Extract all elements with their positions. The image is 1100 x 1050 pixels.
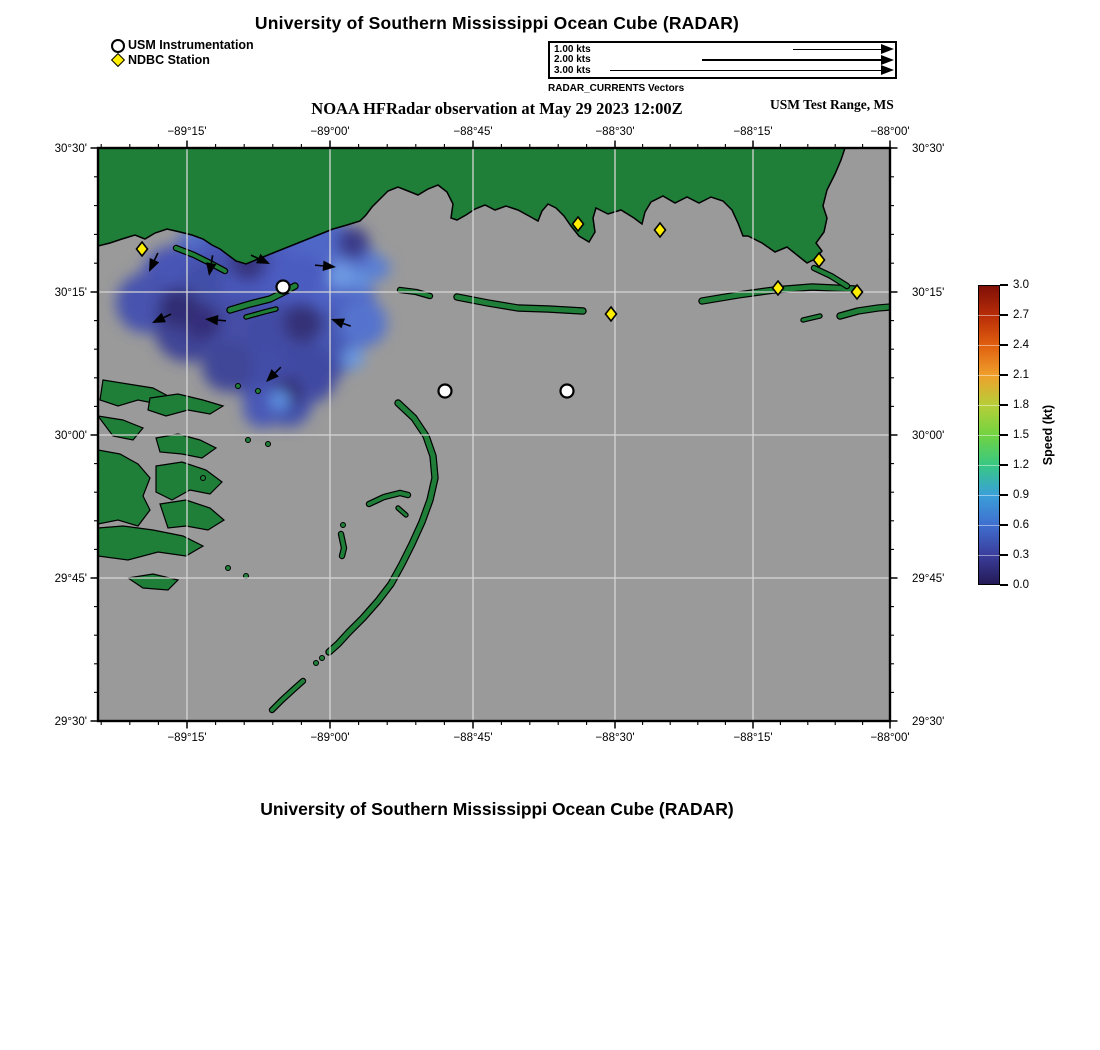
- colorbar-tick-inline: [978, 345, 1000, 346]
- legend-usm-label: USM Instrumentation: [128, 38, 254, 52]
- lat-tick-label-right: 29°45': [912, 573, 945, 585]
- colorbar-tick-label: 3.0: [1013, 279, 1029, 291]
- lon-tick-label-top: −88°45': [453, 126, 493, 138]
- islet-dot: [256, 389, 261, 394]
- colorbar-tick-inline: [978, 375, 1000, 376]
- colorbar-tick: [1000, 524, 1008, 526]
- colorbar-tick-label: 0.6: [1013, 519, 1029, 531]
- colorbar-tick-label: 0.0: [1013, 579, 1029, 591]
- lat-tick-label-left: 29°30': [54, 716, 87, 728]
- lat-tick-label-right: 29°30': [912, 716, 945, 728]
- lat-tick-label-right: 30°15': [912, 287, 945, 299]
- vector-scale-arrowhead-icon: [881, 65, 894, 75]
- colorbar-tick-label: 0.3: [1013, 549, 1029, 561]
- vector-scale-box: [548, 41, 897, 79]
- colorbar-tick-inline: [978, 465, 1000, 466]
- colorbar-tick-label: 2.4: [1013, 339, 1029, 351]
- vector-scale-entry-label: 2.00 kts: [554, 54, 591, 65]
- vector-scale-arrowhead-icon: [881, 55, 894, 65]
- lat-tick-label-left: 30°30': [54, 143, 87, 155]
- speed-cell: [339, 299, 387, 347]
- colorbar-tick-label: 0.9: [1013, 489, 1029, 501]
- speed-cell: [366, 256, 390, 280]
- colorbar-tick: [1000, 314, 1008, 316]
- lon-tick-label-top: −88°00': [870, 126, 910, 138]
- usm-instrument-marker: [561, 385, 574, 398]
- islet-dot: [320, 656, 325, 661]
- colorbar-tick-inline: [978, 555, 1000, 556]
- colorbar-tick: [1000, 434, 1008, 436]
- colorbar-tick: [1000, 404, 1008, 406]
- colorbar-tick-inline: [978, 435, 1000, 436]
- colorbar-tick: [1000, 374, 1008, 376]
- lon-tick-label-bottom: −88°45': [453, 732, 493, 744]
- figure-footer-title: University of Southern Mississippi Ocean Cube (RADAR): [260, 799, 734, 819]
- lon-tick-label-top: −88°30': [595, 126, 635, 138]
- lon-tick-label-bottom: −88°15': [733, 732, 773, 744]
- colorbar-tick-label: 1.5: [1013, 429, 1029, 441]
- speed-cell: [202, 340, 254, 392]
- islet-dot: [226, 566, 231, 571]
- legend-ndbc-label: NDBC Station: [128, 53, 210, 67]
- lat-tick-label-right: 30°00': [912, 430, 945, 442]
- speed-cell: [270, 390, 290, 410]
- vector-scale-entry-label: 3.00 kts: [554, 64, 591, 76]
- islet-dot: [341, 523, 346, 528]
- vector-scale-shaft: [702, 59, 883, 61]
- colorbar-tick: [1000, 584, 1008, 586]
- colorbar-tick: [1000, 464, 1008, 466]
- lon-tick-label-top: −89°00': [310, 126, 350, 138]
- usm-instrumentation-icon: [111, 39, 125, 53]
- island: [341, 534, 344, 556]
- observation-subtitle: NOAA HFRadar observation at May 29 2023 12:00Z: [311, 99, 683, 118]
- map-plot: [54, 126, 945, 744]
- colorbar-tick-label: 1.2: [1013, 459, 1029, 471]
- map-layers: [98, 148, 890, 721]
- colorbar-tick-label: 2.1: [1013, 369, 1029, 381]
- colorbar-tick: [1000, 284, 1008, 286]
- figure-title: University of Southern Mississippi Ocean Cube (RADAR): [254, 13, 740, 33]
- usm-instrument-marker: [439, 385, 452, 398]
- lon-tick-label-bottom: −89°15': [167, 732, 207, 744]
- lat-tick-label-left: 30°15': [54, 287, 87, 299]
- colorbar-tick-inline: [978, 525, 1000, 526]
- speed-cell: [337, 227, 369, 259]
- colorbar-tick-inline: [978, 405, 1000, 406]
- vector-scale-entry-label: 1.00 kts: [554, 43, 591, 55]
- vector-scale-shaft: [793, 49, 883, 51]
- vector-scale-shaft: [610, 70, 883, 72]
- test-range-label: USM Test Range, MS: [770, 97, 894, 112]
- lat-tick-label-right: 30°30': [912, 143, 945, 155]
- islet-dot: [246, 438, 251, 443]
- colorbar-tick: [1000, 494, 1008, 496]
- lat-tick-label-left: 29°45': [54, 573, 87, 585]
- lon-tick-label-top: −89°15': [167, 126, 207, 138]
- colorbar-tick-label: 1.8: [1013, 399, 1029, 411]
- lon-tick-label-bottom: −89°00': [310, 732, 350, 744]
- ndbc-station-icon: [111, 53, 125, 67]
- usm-instrument-marker: [277, 281, 290, 294]
- lon-tick-label-top: −88°15': [733, 126, 773, 138]
- colorbar-label: Speed (kt): [1041, 404, 1055, 466]
- colorbar-tick-inline: [978, 495, 1000, 496]
- islet-dot: [266, 442, 271, 447]
- colorbar-tick: [1000, 554, 1008, 556]
- colorbar-tick-inline: [978, 315, 1000, 316]
- speed-cell: [342, 347, 364, 369]
- vector-scale-caption: RADAR_CURRENTS Vectors: [548, 83, 685, 94]
- colorbar-tick: [1000, 344, 1008, 346]
- islet-dot: [201, 476, 206, 481]
- lon-tick-label-bottom: −88°30': [595, 732, 635, 744]
- vector-scale-arrowhead-icon: [881, 44, 894, 54]
- colorbar-tick-label: 2.7: [1013, 309, 1029, 321]
- speed-cell: [283, 303, 323, 343]
- lon-tick-label-bottom: −88°00': [870, 732, 910, 744]
- islet-dot: [314, 661, 319, 666]
- lat-tick-label-left: 30°00': [54, 430, 87, 442]
- islet-dot: [236, 384, 241, 389]
